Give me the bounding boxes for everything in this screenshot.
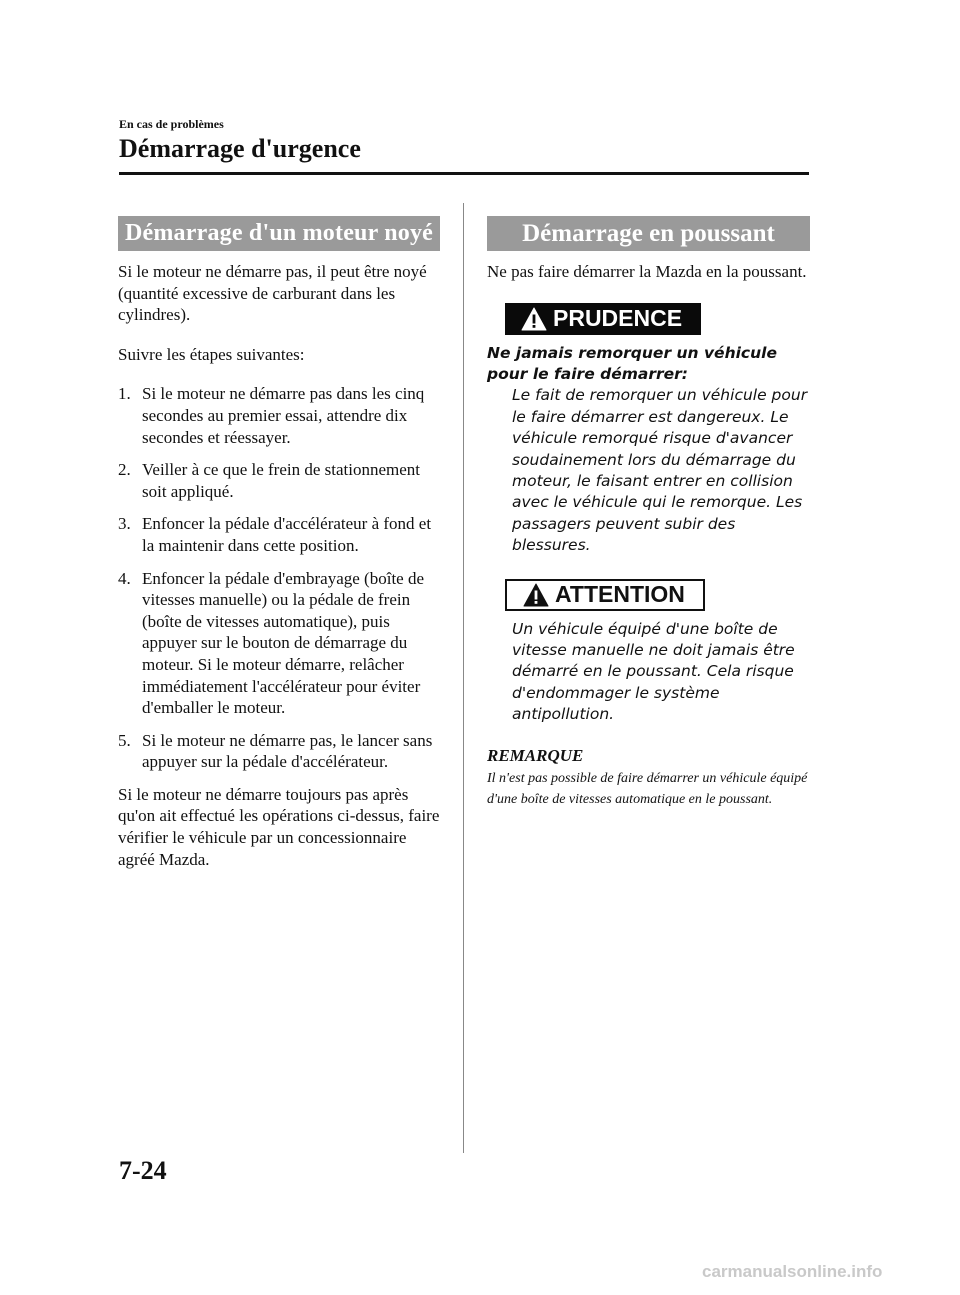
step-text: Enfoncer la pédale d'accélérateur à fond et la maintenir dans cette position. — [142, 514, 432, 555]
step-number: 1. — [118, 384, 131, 404]
page-number: 7-24 — [119, 1156, 167, 1185]
step-text: Veiller à ce que le frein de stationnement soit appliqué. — [142, 460, 421, 501]
step-item — [118, 459, 440, 502]
step-item — [118, 730, 440, 773]
step-number: 5. — [118, 730, 131, 750]
remark-title: REMARQUE — [487, 745, 584, 765]
step-item — [118, 513, 440, 556]
attention-label-text: ATTENTION — [555, 581, 685, 608]
step-number: 2. — [118, 460, 131, 480]
prudence-lead: Ne jamais remorquer un véhicule pour le faire démarrer: — [487, 343, 777, 383]
step-item — [118, 383, 440, 448]
left-column — [118, 216, 440, 888]
remark-text: Il n'est pas possible de faire démarrer un véhicule équipé d'une boîte de vitesses automatique en le poussant. — [487, 770, 808, 807]
steps-intro: Suivre les étapes suivantes: — [118, 344, 305, 364]
step-number: 4. — [118, 568, 131, 588]
section-kicker: En cas de problèmes — [119, 117, 224, 131]
right-column — [487, 216, 810, 810]
warning-triangle-icon — [521, 307, 547, 331]
page-title: Démarrage d'urgence — [119, 134, 361, 163]
step-text: Si le moteur ne démarre pas, le lancer sans appuyer sur la pédale d'accélérateur. — [142, 730, 433, 772]
column-divider — [463, 203, 464, 1153]
flooded-intro: Si le moteur ne démarre pas, il peut être noyé (quantité excessive de carburant dans les cylindres). — [118, 262, 427, 325]
attention-label — [505, 579, 705, 611]
flooded-engine-heading: Démarrage d'un moteur noyé — [118, 216, 440, 251]
push-start-intro: Ne pas faire démarrer la Mazda en la poussant. — [487, 262, 807, 281]
step-item — [118, 568, 440, 719]
step-text: Enfoncer la pédale d'embrayage (boîte de vitesses manuelle) ou la pédale de frein (boîte de vitesses automatique), puis appuyer sur le bouton de démarrage du moteur. Si le moteur démarre, relâcher immédiatement l'accélérateur pour éviter d'emballer le moteur. — [142, 568, 425, 718]
steps-list — [118, 383, 440, 773]
header-rule — [119, 172, 809, 175]
footer-watermark: carmanualsonline.info — [702, 1262, 883, 1281]
warning-triangle-icon — [523, 583, 549, 607]
prudence-label — [505, 303, 701, 335]
step-number: 3. — [118, 514, 131, 534]
attention-text: Un véhicule équipé d'une boîte de vitesse manuelle ne doit jamais être démarré en le poussant. Cela risque d'endommager le système antipollution. — [512, 619, 795, 724]
flooded-conclusion: Si le moteur ne démarre toujours pas après qu'on ait effectué les opérations ci-dessus, faire vérifier le véhicule par un concessionnaire agréé Mazda. — [118, 784, 440, 869]
step-text: Si le moteur ne démarre pas dans les cinq secondes au premier essai, attendre dix secondes et réessayer. — [142, 384, 425, 447]
push-start-heading: Démarrage en poussant — [487, 216, 810, 251]
prudence-text: Le fait de remorquer un véhicule pour le faire démarrer est dangereux. Le véhicule remorqué risque d'avancer soudainement lors du démarrage du moteur, le faisant entrer en collision avec le véhicule qui le remorque. Les passagers peuvent subir des blessures. — [512, 386, 808, 555]
prudence-label-text: PRUDENCE — [553, 305, 683, 332]
